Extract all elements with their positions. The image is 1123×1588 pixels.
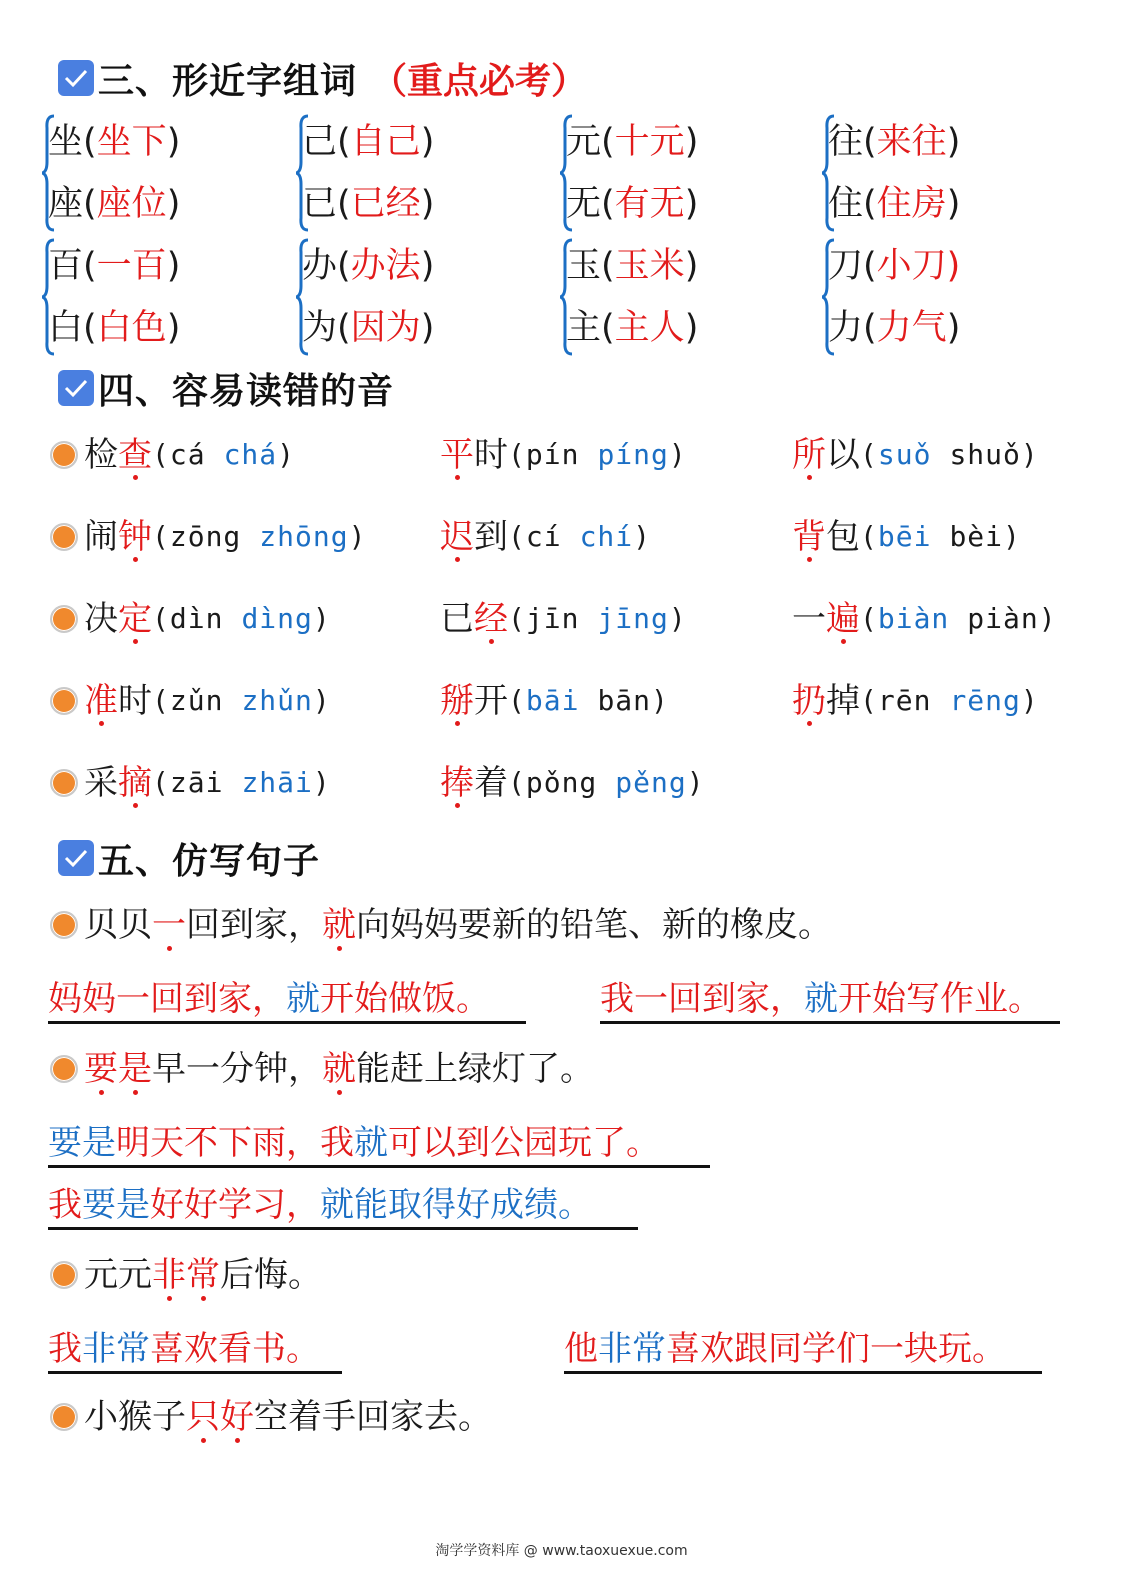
pinyin-option: bān <box>597 684 652 717</box>
open-paren: ( <box>508 520 526 553</box>
sentence-part: 空着手回家去。 <box>254 1397 492 1437</box>
close-paren: ) <box>1003 520 1021 553</box>
base-char: 力 <box>828 308 864 348</box>
open-paren: ( <box>83 122 97 162</box>
open-paren: ( <box>337 122 351 162</box>
base-char: 办 <box>302 246 338 286</box>
answer-line <box>600 976 1060 1024</box>
char: 到 <box>474 517 508 557</box>
char: 准 <box>84 678 118 724</box>
bullet-icon <box>50 687 78 715</box>
answer-part: 要是 <box>82 1185 150 1225</box>
close-paren: ) <box>946 122 961 162</box>
open-paren: ( <box>337 308 351 348</box>
pinyin-item <box>440 678 669 724</box>
open-paren: ( <box>601 246 615 286</box>
open-paren: ( <box>860 684 878 717</box>
answer-word: 自己 <box>350 122 421 162</box>
pinyin-option: dìn <box>169 602 224 635</box>
pinyin-option: bēi <box>877 520 932 553</box>
answer-part: 可以到公园玩了。 <box>388 1123 660 1163</box>
bullet-icon <box>50 1261 78 1289</box>
bullet-icon <box>50 523 78 551</box>
pair-row <box>48 306 180 350</box>
word <box>84 678 152 724</box>
word <box>792 514 860 560</box>
pinyin-options <box>152 596 331 642</box>
char: 已 <box>440 599 474 639</box>
pinyin-item <box>792 432 1039 478</box>
char: 迟 <box>440 514 474 560</box>
char: 决 <box>84 599 118 639</box>
base-char: 白 <box>48 308 84 348</box>
close-paren: ) <box>684 308 699 348</box>
answer-word: 已经 <box>350 184 421 224</box>
word <box>84 760 152 806</box>
close-paren: ) <box>312 684 331 717</box>
pinyin-item <box>792 678 1039 724</box>
close-paren: ) <box>1038 602 1057 635</box>
char: 开 <box>474 681 508 721</box>
section4-heading <box>58 366 394 410</box>
open-paren: ( <box>152 438 170 471</box>
open-paren: ( <box>860 438 878 471</box>
section5-title: 五、仿写句子 <box>98 840 321 882</box>
base-char: 玉 <box>566 246 602 286</box>
base-char: 为 <box>302 308 338 348</box>
char-pair <box>822 238 1002 356</box>
close-paren: ) <box>277 438 296 471</box>
char-pair <box>822 114 1002 232</box>
pinyin-option: píng <box>597 438 669 471</box>
close-paren: ) <box>946 184 961 224</box>
char: 着 <box>474 763 508 803</box>
bullet-icon <box>50 1055 78 1083</box>
pinyin-option: chí <box>579 520 634 553</box>
close-paren: ) <box>684 184 699 224</box>
pinyin-options <box>860 678 1039 724</box>
char: 时 <box>474 435 508 475</box>
section4-title: 四、容易读错的音 <box>98 370 395 412</box>
char-pair <box>560 238 740 356</box>
answer-part: 就 <box>804 979 838 1019</box>
close-paren: ) <box>1020 438 1039 471</box>
sentence-text <box>84 1250 322 1300</box>
example-sentence <box>50 900 832 950</box>
word <box>440 596 508 642</box>
close-paren: ) <box>420 246 435 286</box>
bullet-icon <box>50 1403 78 1431</box>
pinyin-option: zōng <box>169 520 242 553</box>
pinyin-option: piàn <box>967 602 1039 635</box>
open-paren: ( <box>152 684 170 717</box>
pinyin-option: bāi <box>525 684 580 717</box>
open-paren: ( <box>83 246 97 286</box>
pinyin-options <box>860 514 1021 560</box>
open-paren: ( <box>863 246 877 286</box>
footer-watermark: 淘学学资料库 @ www.taoxuexue.com <box>435 1543 688 1559</box>
section3-title: 三、形近字组词 <box>98 60 358 102</box>
close-paren: ) <box>651 684 669 717</box>
base-char: 元 <box>566 122 602 162</box>
answer-line <box>48 976 526 1024</box>
close-paren: ) <box>348 520 367 553</box>
close-paren: ) <box>946 308 961 348</box>
char: 以 <box>826 435 860 475</box>
pinyin-option: zāi <box>169 766 224 799</box>
answer-word: 十元 <box>614 122 685 162</box>
pinyin-option: pěng <box>615 766 687 799</box>
char: 检 <box>84 435 118 475</box>
char: 所 <box>792 432 826 478</box>
pinyin-options <box>152 514 366 560</box>
pinyin-options <box>860 596 1057 642</box>
pinyin-option: jīng <box>597 602 669 635</box>
keyword: 一 <box>152 900 186 950</box>
char: 背 <box>792 514 826 560</box>
open-paren: ( <box>508 766 526 799</box>
word <box>84 432 152 478</box>
close-paren: ) <box>166 122 181 162</box>
pinyin-options <box>860 432 1039 478</box>
open-paren: ( <box>863 308 877 348</box>
base-char: 百 <box>48 246 84 286</box>
pinyin-options <box>152 678 331 724</box>
word <box>84 514 152 560</box>
pinyin-options <box>508 678 669 724</box>
answer-part: 非常 <box>82 1329 150 1369</box>
pair-row <box>566 182 698 226</box>
answer-word: 小刀) <box>876 246 961 286</box>
pinyin-option: pǒng <box>525 766 598 799</box>
pinyin-option: rēng <box>949 684 1021 717</box>
char: 定 <box>118 596 152 642</box>
pinyin-item <box>440 760 705 806</box>
pair-row <box>302 182 434 226</box>
open-paren: ( <box>337 184 351 224</box>
close-paren: ) <box>166 246 181 286</box>
answer-part: 好好学习， <box>150 1185 320 1225</box>
answer-part: 我 <box>48 1329 82 1369</box>
pinyin-option: chá <box>223 438 278 471</box>
pinyin-option: bèi <box>949 520 1004 553</box>
answer-word: 主人 <box>614 308 685 348</box>
base-char: 无 <box>566 184 602 224</box>
answer-word: 因为 <box>350 308 421 348</box>
pair-row <box>48 244 180 288</box>
pinyin-option: zhōng <box>259 520 349 553</box>
pinyin-options <box>508 760 705 806</box>
answer-part: 他 <box>564 1329 598 1369</box>
char-pair <box>560 114 740 232</box>
answer-word: 有无 <box>614 184 685 224</box>
open-paren: ( <box>152 520 170 553</box>
char: 捧 <box>440 760 474 806</box>
char: 钟 <box>118 514 152 560</box>
example-sentence <box>50 1250 322 1300</box>
pinyin-item <box>50 432 295 478</box>
open-paren: ( <box>508 438 526 471</box>
char: 摘 <box>118 760 152 806</box>
base-char: 己 <box>302 122 338 162</box>
answer-part: 要是 <box>48 1123 116 1163</box>
close-paren: ) <box>420 184 435 224</box>
close-paren: ) <box>686 766 705 799</box>
answer-part: 就 <box>354 1123 388 1163</box>
close-paren: ) <box>633 520 652 553</box>
close-paren: ) <box>420 308 435 348</box>
close-paren: ) <box>312 766 331 799</box>
pinyin-options <box>152 760 331 806</box>
pinyin-item <box>440 514 651 560</box>
base-char: 住 <box>828 184 864 224</box>
pinyin-option: dìng <box>241 602 313 635</box>
sentence-text <box>84 900 832 950</box>
open-paren: ( <box>83 308 97 348</box>
answer-line <box>48 1326 342 1374</box>
answer-part: 非常 <box>598 1329 666 1369</box>
sentence-part: 回到家， <box>186 905 322 945</box>
pair-row <box>828 182 960 226</box>
keyword: 非 <box>152 1250 186 1300</box>
pair-row <box>48 120 180 164</box>
base-char: 坐 <box>48 122 84 162</box>
checkbox-icon <box>58 60 94 96</box>
example-sentence <box>50 1044 594 1094</box>
sentence-text <box>84 1044 594 1094</box>
answer-part: 开始写作业。 <box>838 979 1042 1019</box>
pinyin-options <box>508 596 687 642</box>
pair-row <box>566 306 698 350</box>
base-char: 座 <box>48 184 84 224</box>
char: 遍 <box>826 596 860 642</box>
bullet-icon <box>50 441 78 469</box>
word <box>84 596 152 642</box>
pinyin-option: zhāi <box>241 766 313 799</box>
answer-word: 来往 <box>876 122 947 162</box>
answer-word: 座位 <box>96 184 167 224</box>
pinyin-option: pín <box>525 438 580 471</box>
pair-row <box>302 120 434 164</box>
checkbox-icon <box>58 370 94 406</box>
open-paren: ( <box>508 684 526 717</box>
keyword: 是 <box>118 1044 152 1094</box>
pinyin-item <box>50 596 331 642</box>
pinyin-option: zhǔn <box>241 684 313 717</box>
pinyin-option: cá <box>169 438 206 471</box>
sentence-part: 早一分钟， <box>152 1049 322 1089</box>
char: 闹 <box>84 517 118 557</box>
answer-part: 明天不下雨，我 <box>116 1123 354 1163</box>
pinyin-item <box>50 514 366 560</box>
answer-word: 一百 <box>96 246 167 286</box>
sentence-text <box>84 1392 492 1442</box>
pair-row <box>566 244 698 288</box>
open-paren: ( <box>860 602 878 635</box>
close-paren: ) <box>1020 684 1039 717</box>
sentence-part: 贝贝 <box>84 905 152 945</box>
pinyin-option: suǒ <box>877 438 932 471</box>
answer-part: 就 <box>286 979 320 1019</box>
keyword: 好 <box>220 1392 254 1442</box>
answer-line <box>48 1182 638 1230</box>
checkbox-icon <box>58 840 94 876</box>
answer-part: 妈妈一回到家， <box>48 979 286 1019</box>
char: 采 <box>84 763 118 803</box>
pinyin-option: cí <box>525 520 562 553</box>
pinyin-option: rēn <box>877 684 932 717</box>
pair-row <box>566 120 698 164</box>
keyword: 要 <box>84 1044 118 1094</box>
char-pair <box>42 238 222 356</box>
open-paren: ( <box>152 602 170 635</box>
char-pair <box>296 114 476 232</box>
pinyin-option: biàn <box>877 602 950 635</box>
keyword: 只 <box>186 1392 220 1442</box>
open-paren: ( <box>863 122 877 162</box>
char: 扔 <box>792 678 826 724</box>
pinyin-options <box>152 432 295 478</box>
answer-part: 就能取得好成绩。 <box>320 1185 592 1225</box>
char: 包 <box>826 517 860 557</box>
answer-word: 白色 <box>96 308 167 348</box>
pinyin-options <box>508 432 687 478</box>
char: 时 <box>118 681 152 721</box>
answer-word: 玉米 <box>614 246 685 286</box>
open-paren: ( <box>601 122 615 162</box>
close-paren: ) <box>668 438 687 471</box>
close-paren: ) <box>420 122 435 162</box>
pinyin-option: shuǒ <box>949 438 1021 471</box>
sentence-part: 能赶上绿灯了。 <box>356 1049 594 1089</box>
bullet-icon <box>50 605 78 633</box>
sentence-part: 后悔。 <box>220 1255 322 1295</box>
pair-row <box>302 306 434 350</box>
base-char: 主 <box>566 308 602 348</box>
open-paren: ( <box>508 602 526 635</box>
answer-word: 力气 <box>876 308 947 348</box>
sentence-part: 小猴子 <box>84 1397 186 1437</box>
char: 平 <box>440 432 474 478</box>
pinyin-option: zǔn <box>169 684 224 717</box>
word <box>792 432 860 478</box>
close-paren: ) <box>684 122 699 162</box>
sentence-part: 元元 <box>84 1255 152 1295</box>
answer-word: 坐下 <box>96 122 167 162</box>
close-paren: ) <box>312 602 331 635</box>
pinyin-option: jīn <box>525 602 580 635</box>
word <box>440 678 508 724</box>
keyword: 就 <box>322 1044 356 1094</box>
word <box>440 432 508 478</box>
close-paren: ) <box>166 184 181 224</box>
open-paren: ( <box>860 520 878 553</box>
word <box>792 596 860 642</box>
open-paren: ( <box>337 246 351 286</box>
pair-row <box>828 120 960 164</box>
open-paren: ( <box>601 308 615 348</box>
base-char: 往 <box>828 122 864 162</box>
pinyin-item <box>440 596 687 642</box>
char: 经 <box>474 596 508 642</box>
section5-heading <box>58 836 320 880</box>
answer-part: 开始做饭。 <box>320 979 490 1019</box>
close-paren: ) <box>668 602 687 635</box>
pinyin-item <box>50 678 331 724</box>
pinyin-options <box>508 514 651 560</box>
bullet-icon <box>50 911 78 939</box>
open-paren: ( <box>863 184 877 224</box>
char: 掰 <box>440 678 474 724</box>
char: 掉 <box>826 681 860 721</box>
word <box>440 514 508 560</box>
open-paren: ( <box>152 766 170 799</box>
close-paren: ) <box>166 308 181 348</box>
answer-part: 喜欢看书。 <box>150 1329 320 1369</box>
sentence-part: 向妈妈要新的铅笔、新的橡皮。 <box>356 905 832 945</box>
open-paren: ( <box>83 184 97 224</box>
base-char: 已 <box>302 184 338 224</box>
char: 查 <box>118 432 152 478</box>
answer-line <box>564 1326 1042 1374</box>
pair-row <box>828 244 960 288</box>
pinyin-item <box>440 432 687 478</box>
word <box>792 678 860 724</box>
char-pair <box>42 114 222 232</box>
char: 一 <box>792 599 826 639</box>
pair-row <box>48 182 180 226</box>
keyword: 就 <box>322 900 356 950</box>
bullet-icon <box>50 769 78 797</box>
pinyin-item <box>50 760 331 806</box>
base-char: 刀 <box>828 246 864 286</box>
keyword: 常 <box>186 1250 220 1300</box>
pair-row <box>302 244 434 288</box>
char-pair <box>296 238 476 356</box>
answer-part: 我 <box>48 1185 82 1225</box>
example-sentence <box>50 1392 492 1442</box>
pinyin-item <box>792 596 1057 642</box>
word <box>440 760 508 806</box>
answer-part: 喜欢跟同学们一块玩。 <box>666 1329 1006 1369</box>
close-paren: ) <box>684 246 699 286</box>
section3-heading <box>58 56 587 100</box>
answer-word: 住房 <box>876 184 947 224</box>
pair-row <box>828 306 960 350</box>
answer-part: 我一回到家， <box>600 979 804 1019</box>
answer-word: 办法 <box>350 246 421 286</box>
section3-note: （重点必考） <box>371 60 588 102</box>
answer-line <box>48 1120 710 1168</box>
pinyin-item <box>792 514 1021 560</box>
open-paren: ( <box>601 184 615 224</box>
